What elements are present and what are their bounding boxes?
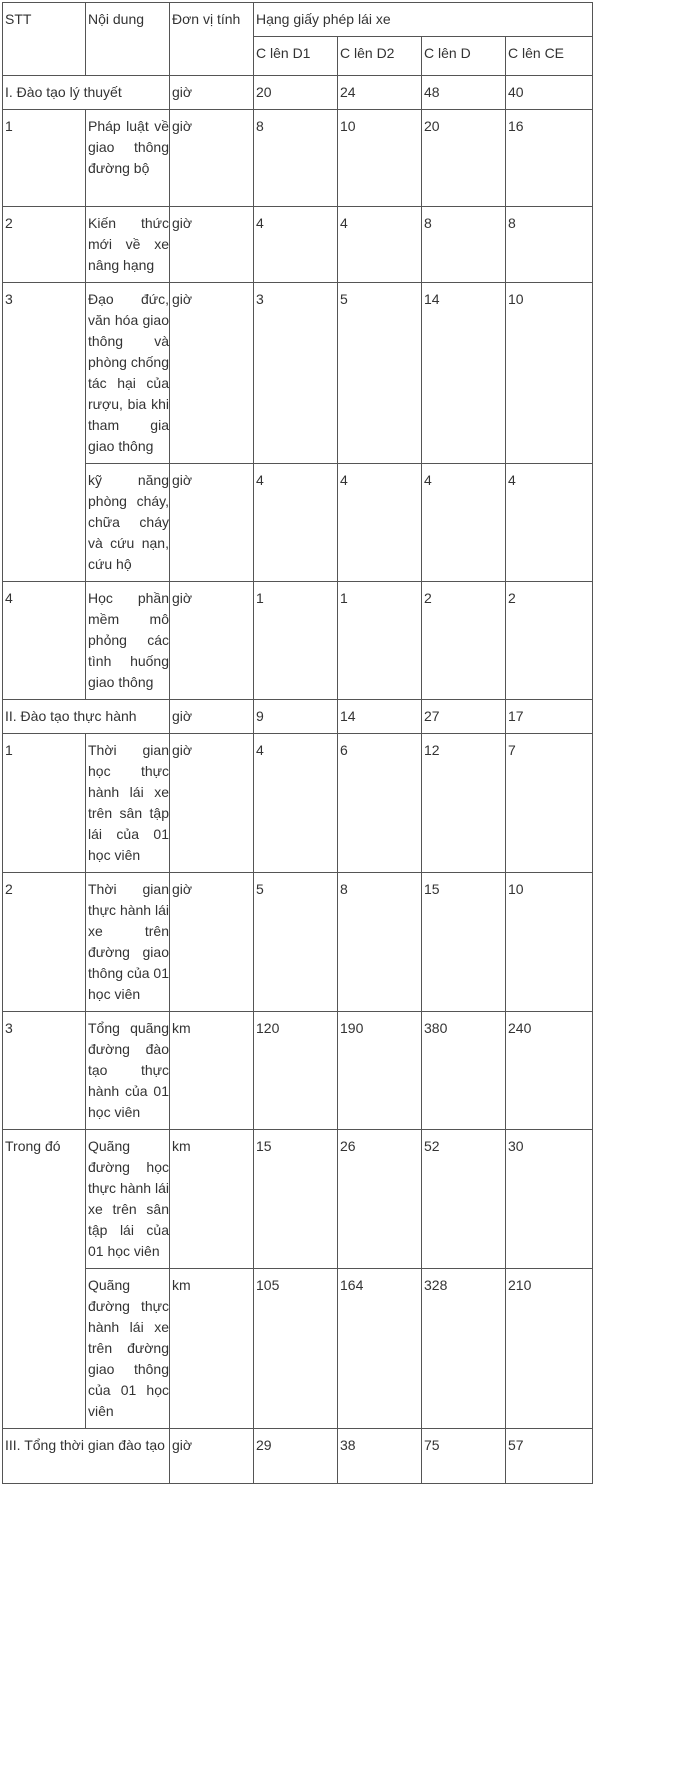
value-cell: 15 <box>254 1130 338 1269</box>
value-cell: 9 <box>254 700 338 734</box>
content-cell: Thời gian thực hành lái xe trên đường giao thông của 01 học viên <box>86 873 170 1012</box>
unit-cell: km <box>170 1269 254 1429</box>
header-row-1 <box>3 3 593 37</box>
value-cell: 12 <box>422 734 506 873</box>
stt-cell: 3 <box>3 283 86 582</box>
value-cell: 4 <box>254 207 338 283</box>
value-cell: 4 <box>254 464 338 582</box>
section-label: II. Đào tạo thực hành <box>3 700 170 734</box>
value-cell: 6 <box>338 734 422 873</box>
table-row <box>3 110 593 207</box>
value-cell: 1 <box>338 582 422 700</box>
section-label: I. Đào tạo lý thuyết <box>3 76 170 110</box>
table-row <box>3 1130 593 1269</box>
value-cell: 8 <box>506 207 593 283</box>
section-label: III. Tổng thời gian đào tạo <box>3 1429 170 1484</box>
value-cell: 380 <box>422 1012 506 1130</box>
header-col-d1: C lên D1 <box>254 37 338 76</box>
content-cell: Học phần mềm mô phỏng các tình huống giao thông <box>86 582 170 700</box>
header-col-d2: C lên D2 <box>338 37 422 76</box>
unit-cell: km <box>170 1012 254 1130</box>
content-cell: Thời gian học thực hành lái xe trên sân tập lái của 01 học viên <box>86 734 170 873</box>
unit-cell: giờ <box>170 873 254 1012</box>
value-cell: 240 <box>506 1012 593 1130</box>
value-cell: 75 <box>422 1429 506 1484</box>
value-cell: 10 <box>338 110 422 207</box>
value-cell: 16 <box>506 110 593 207</box>
value-cell: 7 <box>506 734 593 873</box>
value-cell: 17 <box>506 700 593 734</box>
stt-cell: 1 <box>3 110 86 207</box>
content-cell: Quãng đường học thực hành lái xe trên sân tập lái của 01 học viên <box>86 1130 170 1269</box>
unit-cell: giờ <box>170 283 254 464</box>
row-ly-thuyet <box>3 76 593 110</box>
table-row <box>3 207 593 283</box>
header-don-vi: Đơn vị tính <box>170 3 254 76</box>
unit-cell: giờ <box>170 582 254 700</box>
value-cell: 2 <box>422 582 506 700</box>
stt-cell: 2 <box>3 873 86 1012</box>
content-cell: Quãng đường thực hành lái xe trên đường giao thông của 01 học viên <box>86 1269 170 1429</box>
unit-cell: giờ <box>170 464 254 582</box>
row-tong <box>3 1429 593 1484</box>
value-cell: 1 <box>254 582 338 700</box>
value-cell: 190 <box>338 1012 422 1130</box>
stt-cell: 2 <box>3 207 86 283</box>
unit-cell: giờ <box>170 207 254 283</box>
unit-cell: giờ <box>170 700 254 734</box>
value-cell: 38 <box>338 1429 422 1484</box>
header-noi-dung: Nội dung <box>86 3 170 76</box>
unit-cell: km <box>170 1130 254 1269</box>
value-cell: 5 <box>338 283 422 464</box>
content-cell: Kiến thức mới về xe nâng hạng <box>86 207 170 283</box>
value-cell: 14 <box>422 283 506 464</box>
value-cell: 4 <box>422 464 506 582</box>
table-row <box>3 1269 593 1429</box>
value-cell: 14 <box>338 700 422 734</box>
stt-cell: Trong đó <box>3 1130 86 1429</box>
value-cell: 5 <box>254 873 338 1012</box>
value-cell: 57 <box>506 1429 593 1484</box>
unit-cell: giờ <box>170 1429 254 1484</box>
value-cell: 20 <box>422 110 506 207</box>
value-cell: 8 <box>338 873 422 1012</box>
table-row <box>3 464 593 582</box>
table-row <box>3 873 593 1012</box>
content-cell: Đạo đức, văn hóa giao thông và phòng chống tác hại của rượu, bia khi tham gia giao thông <box>86 283 170 464</box>
value-cell: 4 <box>506 464 593 582</box>
content-cell: Pháp luật về giao thông đường bộ <box>86 110 170 207</box>
value-cell: 328 <box>422 1269 506 1429</box>
value-cell: 210 <box>506 1269 593 1429</box>
value-cell: 10 <box>506 283 593 464</box>
unit-cell: giờ <box>170 734 254 873</box>
value-cell: 10 <box>506 873 593 1012</box>
value-cell: 8 <box>422 207 506 283</box>
value-cell: 52 <box>422 1130 506 1269</box>
value-cell: 48 <box>422 76 506 110</box>
value-cell: 4 <box>338 464 422 582</box>
stt-cell: 1 <box>3 734 86 873</box>
table-row <box>3 1012 593 1130</box>
value-cell: 40 <box>506 76 593 110</box>
stt-cell: 4 <box>3 582 86 700</box>
value-cell: 3 <box>254 283 338 464</box>
table-row <box>3 582 593 700</box>
row-thuc-hanh <box>3 700 593 734</box>
header-hang-giay-phep: Hạng giấy phép lái xe <box>254 3 593 37</box>
value-cell: 4 <box>254 734 338 873</box>
content-cell: Tổng quãng đường đào tạo thực hành của 01 học viên <box>86 1012 170 1130</box>
table-row <box>3 734 593 873</box>
training-table <box>2 2 593 1484</box>
value-cell: 26 <box>338 1130 422 1269</box>
unit-cell: giờ <box>170 110 254 207</box>
value-cell: 120 <box>254 1012 338 1130</box>
value-cell: 8 <box>254 110 338 207</box>
value-cell: 4 <box>338 207 422 283</box>
content-cell: kỹ năng phòng cháy, chữa cháy và cứu nạn, cứu hộ <box>86 464 170 582</box>
value-cell: 24 <box>338 76 422 110</box>
unit-cell: giờ <box>170 76 254 110</box>
value-cell: 27 <box>422 700 506 734</box>
value-cell: 20 <box>254 76 338 110</box>
value-cell: 2 <box>506 582 593 700</box>
value-cell: 15 <box>422 873 506 1012</box>
header-col-ce: C lên CE <box>506 37 593 76</box>
header-stt: STT <box>3 3 86 76</box>
stt-cell: 3 <box>3 1012 86 1130</box>
value-cell: 105 <box>254 1269 338 1429</box>
value-cell: 164 <box>338 1269 422 1429</box>
value-cell: 29 <box>254 1429 338 1484</box>
header-col-d: C lên D <box>422 37 506 76</box>
value-cell: 30 <box>506 1130 593 1269</box>
table-row <box>3 283 593 464</box>
